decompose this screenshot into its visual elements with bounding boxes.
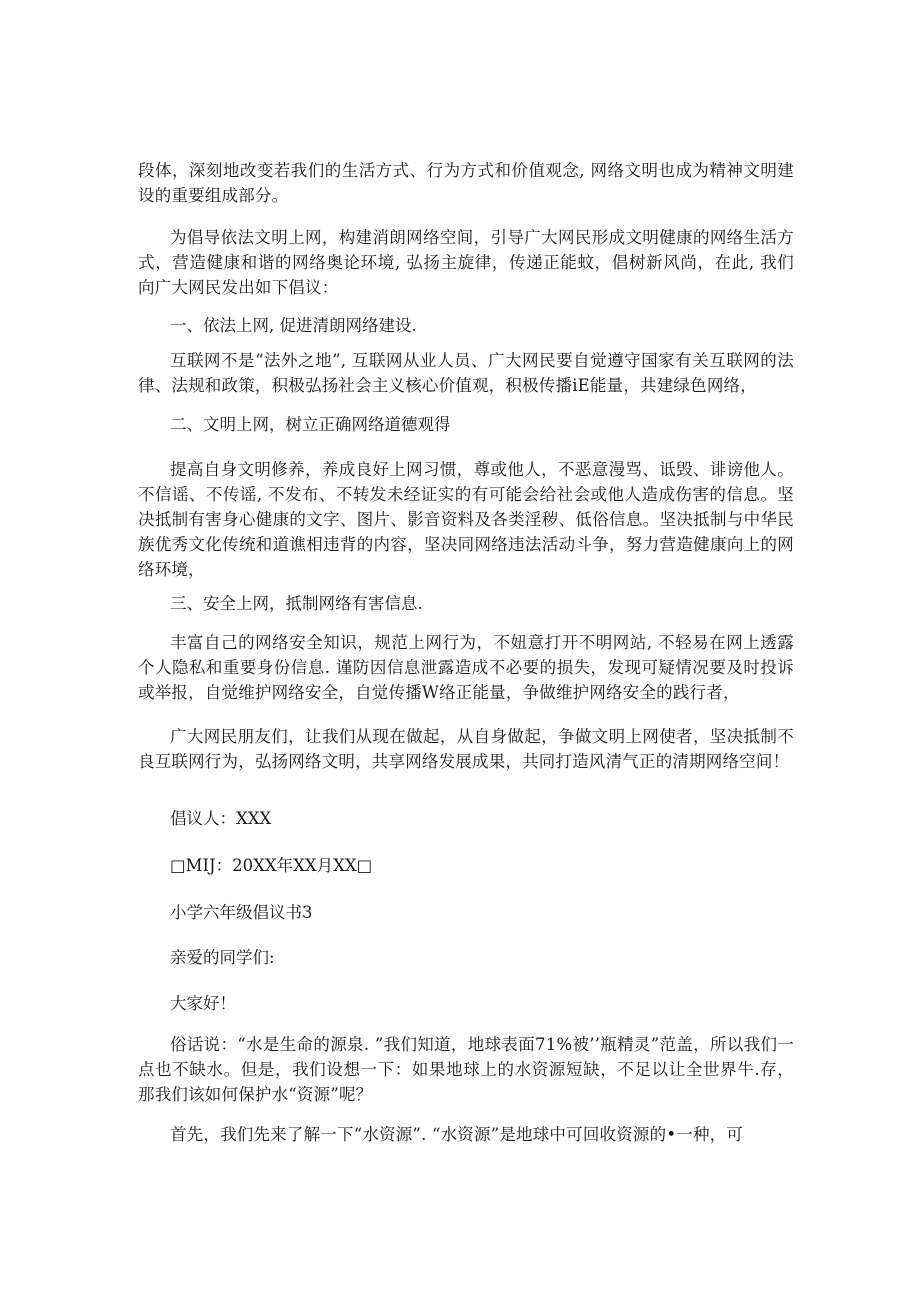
paragraph-intro-tail: 段体，深刻地改变若我们的生活方式、行为方式和价值观念, 网络文明也成为精神文明建设的重要组成部分。 (138, 161, 794, 205)
heading-civil-online: 二、文明上网，树立正确网络道德观得 (170, 415, 451, 434)
paragraph-call: 广大网民朋友们，让我们从现在做起，从自身做起，争做文明上网使者，坚决抵制不良互联网行为，弘扬网络文明，共享网络发展成果，共同打造风清气正的清期网络空间！ (138, 727, 794, 771)
date-line: □MIJ：20XX年XX月XX□ (170, 856, 373, 875)
hello-line: 大家好！ (170, 994, 236, 1013)
paragraph-first: 首先，我们先来了解一下“水资源”. “水资源”是地球中可回收资源的•一种，可 (170, 1125, 744, 1144)
paragraph-safety: 丰富自己的网络安全知识，规范上网行为，不妞意打开不明网站, 不轻易在网上透露个人隐私和重要身份信息. 谨防因信息泄露造成不必要的损失，发现可疑情况要及时投诉或举报，自觉维护网络安全，自觉传播W络正能量，争做维护网络安全的践行者， (138, 633, 794, 702)
section-title: 小学六年级倡议书3 (170, 903, 313, 922)
heading-safe-online: 三、安全上网，抵制网络有害信息. (170, 594, 423, 613)
paragraph-law: 互联网不是“法外之地”, 互联网从业人员、广大网民要自觉遵守国家有关互联网的法律、法规和政策，积极弘扬社会主义核心价值观，积极传播iE能量，共建绿色网络， (138, 351, 794, 395)
paragraph-civil: 提高自身文明修养，养成良好上网习惯，尊或他人，不恶意漫骂、诋毁、诽谤他人。不信谣、不传谣, 不发布、不转发未经证实的有可能会给社会或他人造成伤害的信息。坚决抵制有害身心健康的文字、图片、影音资料及各类淫秽、低俗信息。坚决抵制与中华民族优秀文化传统和道谯相违背的内容，坚决同网络违法活动斗争，努力营造健康向上的网络环境， (138, 460, 794, 579)
paragraph-saying: 俗话说：“水是生命的源泉. ”我们知道，地球表面71%被’’瓶精灵”范盖，所以我们一点也不缺水。但是，我们设想一下：如果地球上的水资源短缺，不足以让全世界牛.存，那我们该如何保护水“资源”呢？ (138, 1035, 794, 1104)
greeting-line: 亲爱的同学们: (170, 948, 275, 967)
signer-line: 倡议人：XXX (170, 809, 272, 828)
paragraph-advocate: 为倡导依法文明上网，构建消朗网络空间，引导广大网民形成文明健康的网络生活方式，营造健康和谐的网络奥论环境, 弘扬主旋律，传递正能蚊，倡树新风尚，在此, 我们向广大网民发出如下倡议： (138, 228, 794, 297)
heading-law-online: 一、依法上网, 促进清朗网络建设. (170, 316, 417, 335)
